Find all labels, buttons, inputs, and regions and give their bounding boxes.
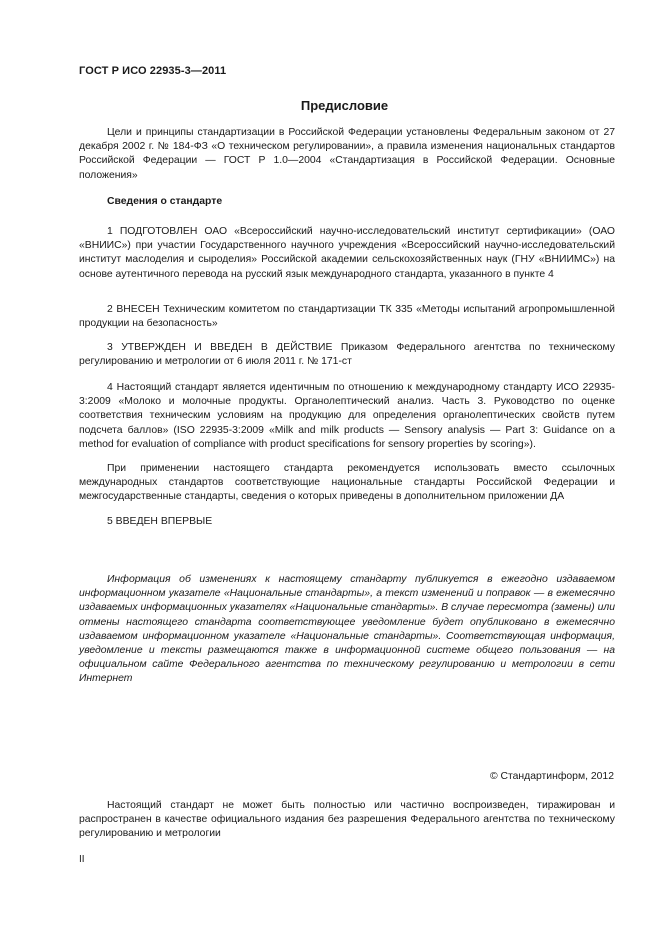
item-4-paragraph: 4 Настоящий стандарт является идентичным по отношению к международному стандарту ИСО 22935-3:2009 «Молоко и молочные продукты. Органолептический анализ. Часть 3. Руководство по оценке соответствия техническим условиям на продукцию для определения органолептических свойств путем подсчета баллов» (ISO 22935-3:2009 «Milk and milk products — Sensory analysis — Part 3: Guidance on a method for evaluation of compliance with product specifications for sensory properties by scoring»). [79, 382, 615, 450]
item-1-paragraph: 1 ПОДГОТОВЛЕН ОАО «Всероссийский научно-исследовательский институт сертификации» (ОАО «ВНИИС») при участии Государственного научного учреждения «Всероссийский научно-исследовательский институт маслоделия и сыроделия» Российской академии сельскохозяйственных наук (ГНУ «ВНИИМС») на основе аутентичного перевода на русский язык международного стандарта, указанного в пункте 4 [79, 226, 615, 280]
item-2-paragraph: 2 ВНЕСЕН Техническим комитетом по стандартизации ТК 335 «Методы испытаний агропромышленной продукции на безопасность» [79, 304, 615, 330]
copyright-line: © Стандартинформ, 2012 [489, 771, 614, 782]
page-title: Предисловие [300, 98, 389, 113]
item-3-paragraph: 3 УТВЕРЖДЕН И ВВЕДЕН В ДЕЙСТВИЕ Приказом Федерального агентства по техническому регулированию и метрологии от 6 июля 2011 г. № 171-ст [79, 342, 615, 368]
intro-paragraph: Цели и принципы стандартизации в Российской Федерации установлены Федеральным законом от 27 декабря 2002 г. № 184-ФЗ «О техническом регулировании», а правила изменения национальных стандартов Российской Федерации — ГОСТ Р 1.0—2004 «Стандартизация в Российской Федерации. Основные положения» [79, 127, 615, 181]
reproduction-notice-paragraph: Настоящий стандарт не может быть полностью или частично воспроизведен, тиражирован и распространен в качестве официального издания без разрешения Федерального агентства по техническому регулированию и метрологии [79, 800, 615, 840]
document-code: ГОСТ Р ИСО 22935-3—2011 [79, 65, 227, 77]
info-notice-paragraph: Информация об изменениях к настоящему стандарту публикуется в ежегодно издаваемом информационном указателе «Национальные стандарты», а текст изменений и поправок — в ежемесячно издаваемых информационных указателях «Национальные стандарты». В случае пересмотра (замены) или отмены настоящего стандарта соответствующее уведомление будет опубликовано в ежемесячно издаваемом информационном указателе «Национальные стандарты». Соответствующая информация, уведомление и тексты размещаются также в информационной системе общего пользования — на официальном сайте Федерального агентства по техническому регулированию и метрологии в сети Интернет [79, 574, 615, 685]
section-heading: Сведения о стандарте [107, 196, 223, 207]
item-5-paragraph: 5 ВВЕДЕН ВПЕРВЫЕ [107, 516, 213, 527]
page-number: II [79, 854, 85, 865]
item-4-note-paragraph: При применении настоящего стандарта рекомендуется использовать вместо ссылочных международных стандартов соответствующие национальные стандарты Российской Федерации и межгосударственные стандарты, сведения о которых приведены в дополнительном приложении ДА [79, 463, 615, 503]
